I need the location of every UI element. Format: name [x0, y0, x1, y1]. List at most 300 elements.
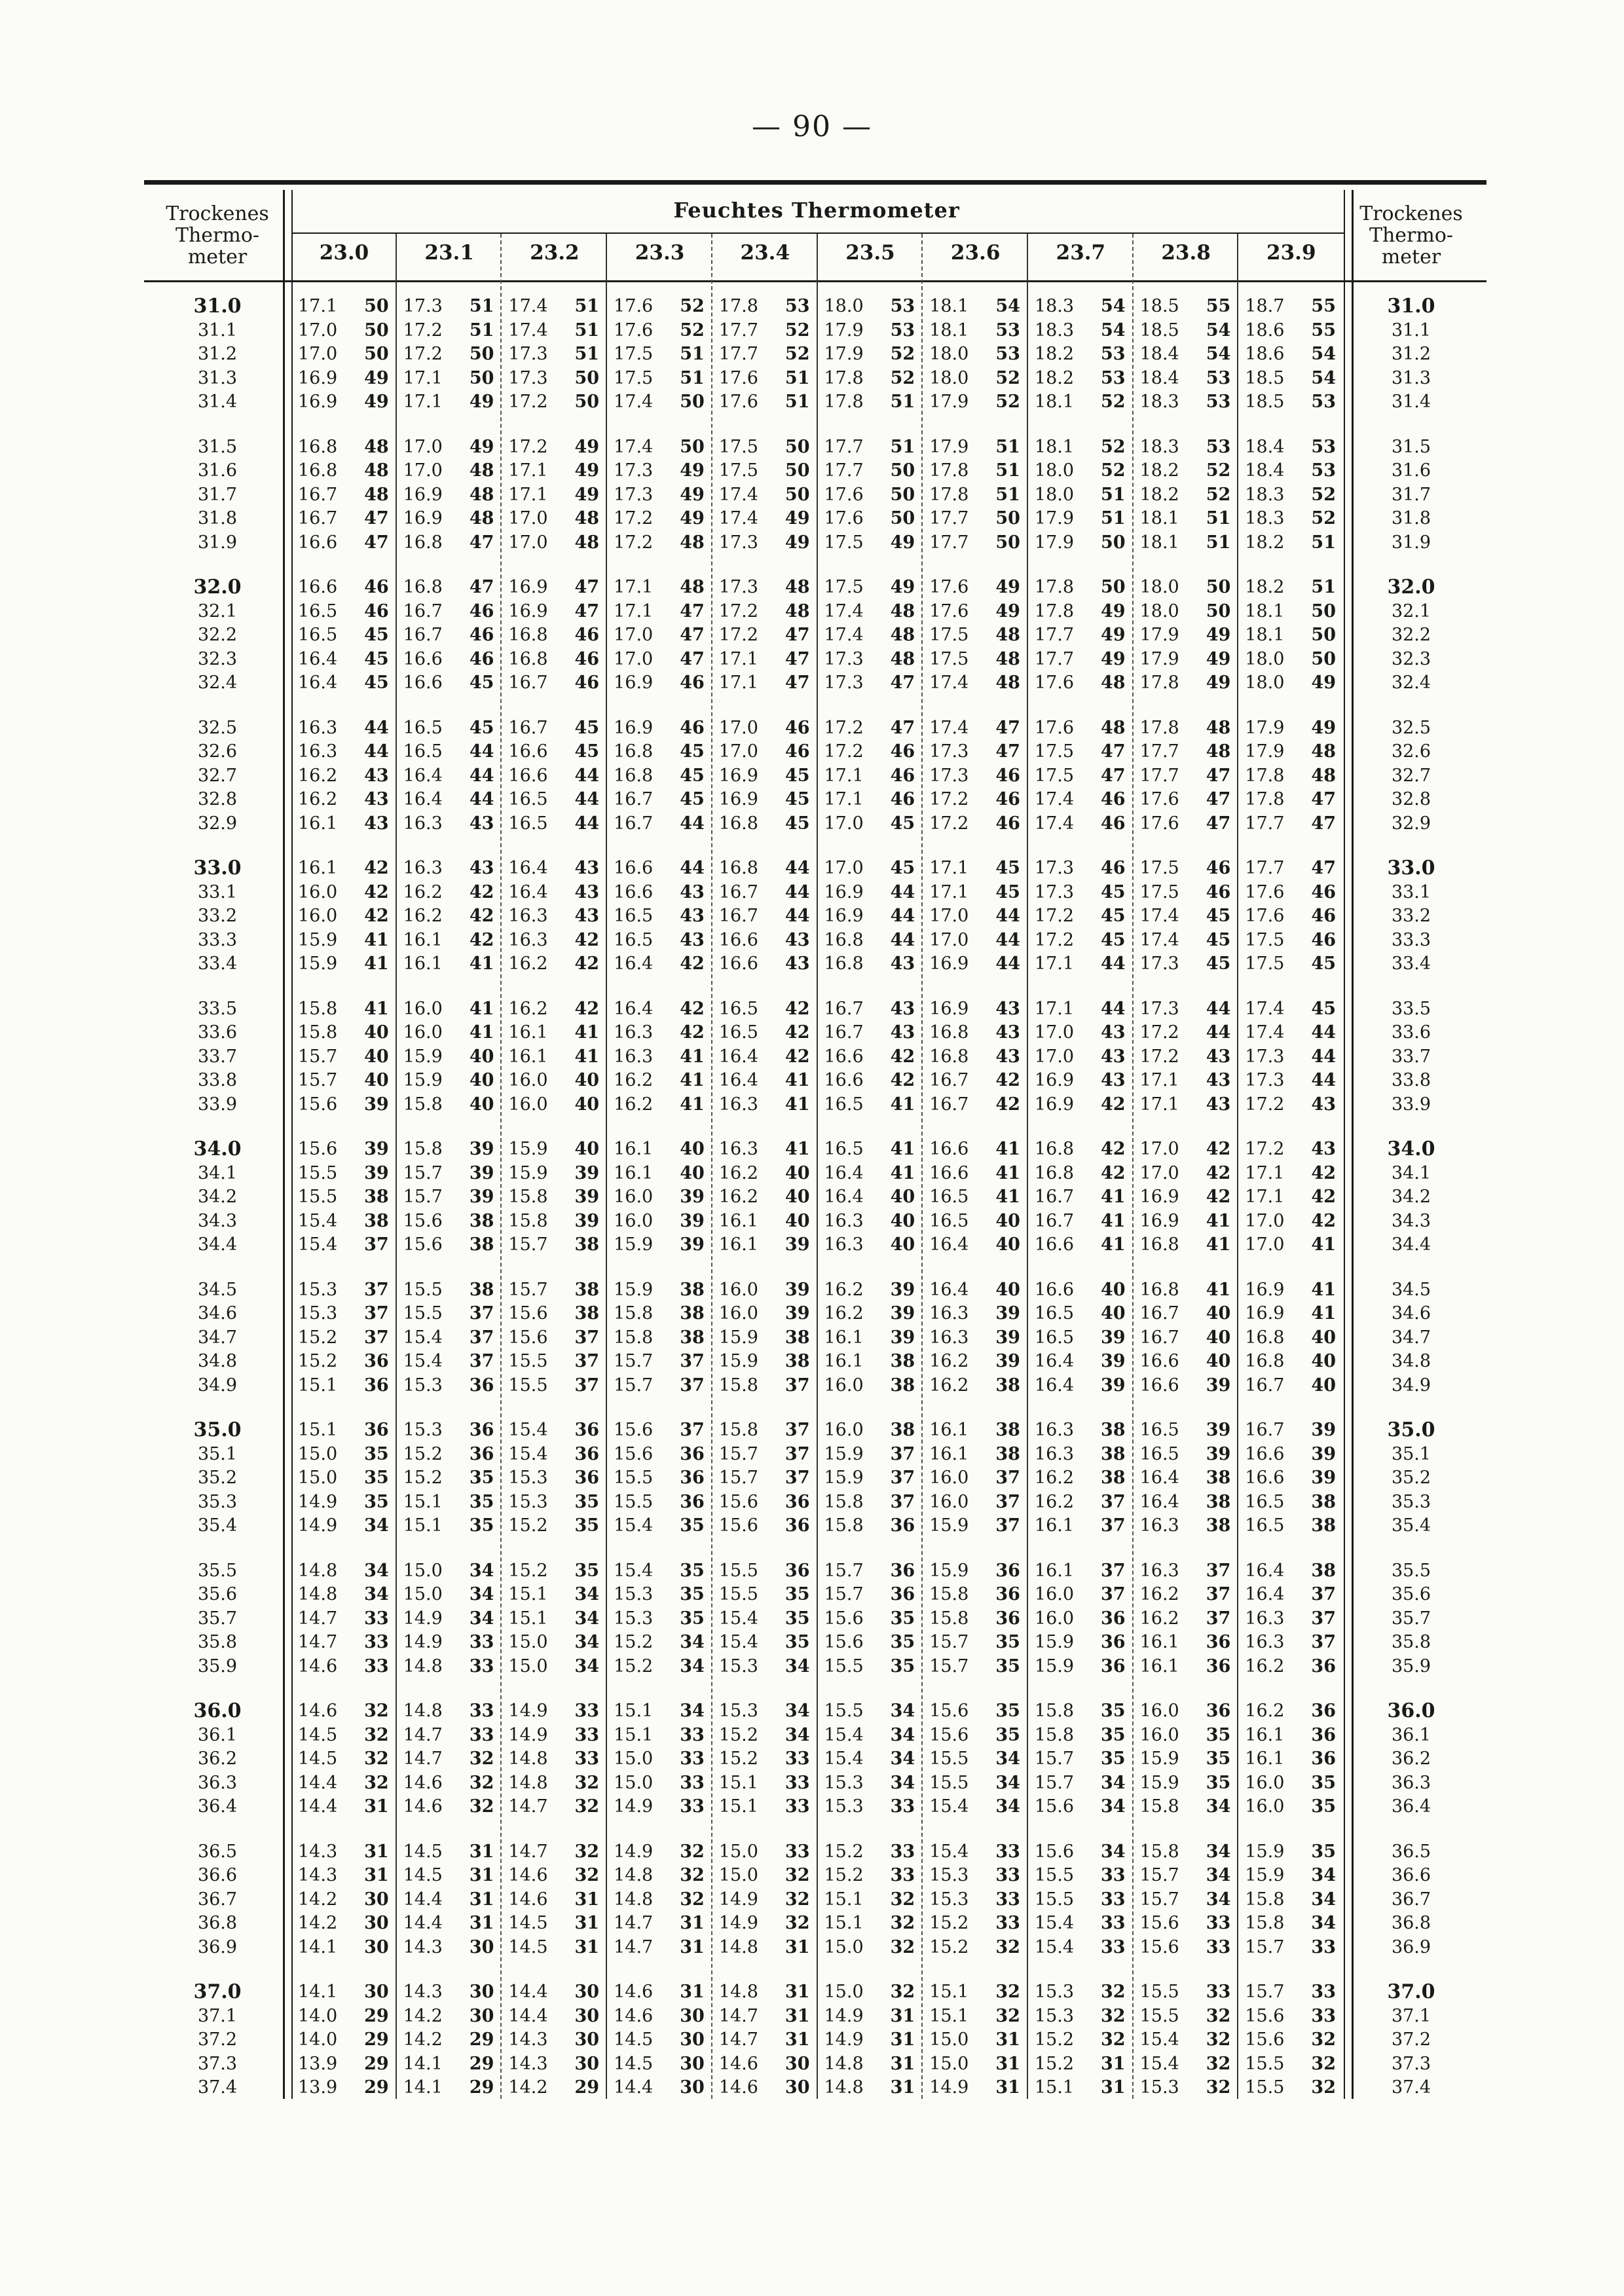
dew-point-value: 17.3 [824, 648, 864, 669]
humidity-value: 36 [574, 1468, 600, 1488]
dew-point-value: 17.6 [824, 484, 864, 505]
dew-point-value: 17.0 [718, 717, 758, 738]
dew-point-value: 14.5 [403, 1865, 443, 1885]
dew-point-value: 15.5 [614, 1491, 654, 1512]
humidity-value: 51 [784, 392, 810, 412]
dew-point-value: 16.9 [298, 392, 338, 412]
dew-point-value: 17.4 [718, 508, 758, 528]
dry-temp-left: 36.6 [197, 1865, 238, 1885]
dew-point-value: 17.0 [824, 813, 864, 834]
humidity-value: 51 [890, 436, 915, 457]
dew-point-value: 16.2 [614, 1070, 654, 1090]
humidity-value: 45 [784, 765, 810, 786]
humidity-value: 33 [784, 1749, 810, 1769]
dew-point-value: 16.4 [718, 1070, 758, 1090]
dew-point-value: 18.1 [929, 296, 969, 316]
dew-point-value: 17.0 [929, 929, 969, 950]
dew-point-value: 16.9 [508, 601, 548, 621]
humidity-value: 39 [784, 1279, 810, 1300]
dew-point-value: 15.4 [1034, 1936, 1075, 1957]
dew-point-value: 16.5 [614, 906, 654, 926]
dew-point-value: 15.9 [929, 1560, 969, 1581]
dew-point-value: 16.6 [614, 881, 654, 902]
dry-temp-right: 33.5 [1391, 998, 1431, 1019]
humidity-value: 36 [995, 1560, 1020, 1581]
humidity-value: 38 [890, 1375, 915, 1396]
dew-point-value: 17.7 [1245, 813, 1285, 834]
humidity-value: 34 [1311, 1913, 1336, 1933]
humidity-value: 43 [890, 998, 915, 1019]
humidity-value: 46 [1101, 813, 1126, 834]
dew-point-value: 17.5 [824, 577, 864, 597]
dew-point-value: 15.3 [929, 1889, 969, 1910]
humidity-value: 39 [1206, 1443, 1231, 1464]
dew-point-value: 15.7 [1139, 1889, 1179, 1910]
dew-point-value: 17.4 [508, 320, 548, 341]
dew-point-value: 16.4 [824, 1162, 864, 1183]
humidity-value: 41 [1101, 1187, 1126, 1207]
humidity-value: 48 [1311, 741, 1336, 762]
dew-point-value: 15.0 [614, 1749, 654, 1769]
humidity-value: 36 [1206, 1701, 1231, 1721]
dry-temp-left: 35.7 [197, 1608, 238, 1629]
dry-temp-right: 36.9 [1391, 1936, 1431, 1957]
dew-point-value: 18.0 [929, 344, 969, 364]
humidity-value: 45 [574, 717, 600, 738]
dew-point-value: 16.3 [508, 906, 548, 926]
dew-point-value: 13.9 [298, 2077, 338, 2098]
dew-point-value: 15.3 [403, 1420, 443, 1440]
dew-point-value: 17.9 [824, 320, 864, 341]
dew-point-value: 16.6 [403, 648, 443, 669]
dew-point-value: 14.9 [614, 1796, 654, 1817]
humidity-value: 35 [680, 1584, 705, 1604]
humidity-value: 32 [784, 1913, 810, 1933]
humidity-value: 31 [364, 1841, 389, 1862]
humidity-value: 42 [1206, 1139, 1231, 1159]
dew-point-value: 16.1 [403, 954, 443, 974]
humidity-value: 45 [784, 813, 810, 834]
dew-point-value: 15.8 [1245, 1889, 1285, 1910]
dry-temp-right: 37.2 [1391, 2029, 1431, 2050]
dew-point-value: 17.6 [614, 320, 654, 341]
dew-point-value: 15.2 [298, 1327, 338, 1348]
humidity-value: 48 [1206, 741, 1231, 762]
dew-point-value: 15.3 [614, 1608, 654, 1629]
dew-point-value: 16.0 [824, 1420, 864, 1440]
dew-point-value: 16.6 [508, 765, 548, 786]
humidity-value: 33 [469, 1724, 494, 1745]
humidity-value: 38 [1101, 1420, 1126, 1440]
humidity-value: 35 [995, 1656, 1020, 1676]
humidity-value: 37 [1101, 1560, 1126, 1581]
dew-point-value: 17.6 [824, 508, 864, 528]
humidity-value: 47 [680, 601, 705, 621]
humidity-value: 39 [364, 1139, 389, 1159]
dew-point-value: 16.1 [929, 1420, 969, 1440]
header-line: Trockenes [1359, 202, 1463, 225]
dew-point-value: 16.0 [614, 1210, 654, 1231]
humidity-value: 33 [1101, 1936, 1126, 1957]
humidity-value: 31 [364, 1796, 389, 1817]
header-line: Trockenes [166, 202, 269, 225]
dew-point-value: 14.4 [403, 1889, 443, 1910]
dew-point-value: 16.2 [1034, 1468, 1075, 1488]
dew-point-value: 17.3 [1034, 881, 1075, 902]
humidity-value: 32 [1311, 2053, 1336, 2074]
humidity-value: 32 [1206, 2029, 1231, 2050]
dew-point-value: 18.1 [1245, 625, 1285, 645]
dry-temp-left: 31.3 [197, 367, 238, 388]
humidity-value: 35 [680, 1608, 705, 1629]
humidity-value: 52 [995, 392, 1020, 412]
humidity-value: 45 [890, 813, 915, 834]
humidity-value: 36 [469, 1420, 494, 1440]
humidity-value: 35 [680, 1515, 705, 1536]
humidity-value: 32 [574, 1865, 600, 1885]
dew-point-value: 15.3 [1139, 2077, 1179, 2098]
humidity-value: 49 [890, 577, 915, 597]
humidity-value: 33 [680, 1749, 705, 1769]
dry-temp-left: 34.7 [197, 1327, 238, 1348]
humidity-value: 43 [995, 998, 1020, 1019]
humidity-value: 30 [680, 2005, 705, 2026]
dew-point-value: 14.8 [614, 1865, 654, 1885]
dew-point-value: 15.1 [824, 1913, 864, 1933]
humidity-value: 45 [784, 789, 810, 809]
humidity-value: 44 [890, 881, 915, 902]
humidity-value: 45 [1206, 906, 1231, 926]
humidity-value: 37 [1101, 1491, 1126, 1512]
dew-point-value: 17.2 [1034, 906, 1075, 926]
humidity-value: 46 [469, 625, 494, 645]
humidity-value: 44 [1206, 998, 1231, 1019]
humidity-value: 34 [1101, 1841, 1126, 1862]
dew-point-value: 15.7 [929, 1632, 969, 1652]
dew-point-value: 16.6 [718, 954, 758, 974]
dew-point-value: 15.7 [403, 1187, 443, 1207]
humidity-value: 51 [574, 320, 600, 341]
humidity-value: 42 [574, 929, 600, 950]
dew-point-value: 17.8 [1245, 765, 1285, 786]
dew-point-value: 14.7 [403, 1724, 443, 1745]
humidity-value: 43 [364, 765, 389, 786]
dew-point-value: 16.9 [824, 881, 864, 902]
dry-temp-right: 36.0 [1387, 1699, 1435, 1722]
humidity-value: 45 [1101, 929, 1126, 950]
humidity-value: 43 [784, 954, 810, 974]
dew-point-value: 15.5 [508, 1375, 548, 1396]
dry-temp-right: 35.9 [1391, 1656, 1431, 1676]
dew-point-value: 18.6 [1245, 320, 1285, 341]
humidity-value: 38 [680, 1327, 705, 1348]
humidity-value: 44 [469, 789, 494, 809]
humidity-value: 41 [784, 1094, 810, 1115]
dew-point-value: 17.0 [298, 344, 338, 364]
dry-temp-right: 36.1 [1391, 1724, 1431, 1745]
dew-point-value: 14.2 [403, 2029, 443, 2050]
dry-temp-left: 35.4 [197, 1515, 238, 1536]
humidity-value: 33 [364, 1608, 389, 1629]
humidity-value: 40 [890, 1187, 915, 1207]
dew-point-value: 16.4 [824, 1187, 864, 1207]
humidity-value: 38 [364, 1187, 389, 1207]
humidity-value: 38 [995, 1443, 1020, 1464]
dry-temp-left: 35.1 [197, 1443, 238, 1464]
dew-point-value: 14.7 [718, 2005, 758, 2026]
dry-temp-left: 33.3 [197, 929, 238, 950]
humidity-value: 45 [469, 717, 494, 738]
dew-point-value: 18.6 [1245, 344, 1285, 364]
humidity-value: 42 [680, 954, 705, 974]
humidity-value: 44 [890, 929, 915, 950]
dew-point-value: 14.6 [298, 1656, 338, 1676]
humidity-value: 37 [890, 1468, 915, 1488]
humidity-value: 49 [364, 392, 389, 412]
dew-point-value: 17.0 [1034, 1022, 1075, 1043]
dew-point-value: 14.4 [298, 1796, 338, 1817]
dry-temp-left: 32.6 [197, 741, 238, 762]
dew-point-value: 16.8 [1034, 1139, 1075, 1159]
wet-column-header: 23.1 [424, 241, 474, 265]
dew-point-value: 16.3 [929, 1303, 969, 1324]
humidity-value: 46 [574, 673, 600, 693]
dry-temp-right: 32.4 [1391, 673, 1431, 693]
humidity-value: 32 [680, 1889, 705, 1910]
dew-point-value: 17.7 [929, 532, 969, 553]
dry-temp-left: 35.5 [197, 1560, 238, 1581]
dew-point-value: 15.9 [298, 929, 338, 950]
dew-point-value: 15.4 [1139, 2053, 1179, 2074]
dew-point-value: 17.8 [824, 392, 864, 412]
dew-point-value: 16.9 [1245, 1279, 1285, 1300]
humidity-value: 54 [1101, 320, 1126, 341]
humidity-value: 45 [1101, 906, 1126, 926]
dew-point-value: 17.7 [1245, 858, 1285, 878]
humidity-value: 31 [890, 2053, 915, 2074]
dew-point-value: 17.7 [718, 344, 758, 364]
dew-point-value: 15.1 [508, 1608, 548, 1629]
humidity-value: 36 [995, 1584, 1020, 1604]
dew-point-value: 15.3 [508, 1491, 548, 1512]
dew-point-value: 16.7 [403, 625, 443, 645]
humidity-value: 32 [574, 1796, 600, 1817]
dew-point-value: 16.1 [1245, 1724, 1285, 1745]
dew-point-value: 16.4 [718, 1046, 758, 1067]
humidity-value: 53 [1206, 392, 1231, 412]
dew-point-value: 17.6 [1139, 789, 1179, 809]
humidity-value: 34 [364, 1560, 389, 1581]
humidity-value: 36 [784, 1515, 810, 1536]
dew-point-value: 17.9 [1139, 625, 1179, 645]
humidity-value: 30 [469, 2005, 494, 2026]
dew-point-value: 16.0 [298, 881, 338, 902]
humidity-value: 40 [1206, 1327, 1231, 1348]
dew-point-value: 18.1 [1139, 532, 1179, 553]
humidity-value: 39 [995, 1327, 1020, 1348]
dew-point-value: 16.5 [929, 1210, 969, 1231]
humidity-value: 38 [995, 1375, 1020, 1396]
dry-temp-left: 32.8 [197, 789, 238, 809]
dry-temp-left: 31.6 [197, 460, 238, 481]
dew-point-value: 16.0 [298, 906, 338, 926]
dew-point-value: 17.2 [718, 601, 758, 621]
dew-point-value: 14.3 [403, 1982, 443, 2002]
humidity-value: 49 [1206, 625, 1231, 645]
humidity-value: 43 [574, 881, 600, 902]
humidity-value: 40 [995, 1234, 1020, 1255]
dew-point-value: 16.6 [1034, 1279, 1075, 1300]
dew-point-value: 16.2 [929, 1375, 969, 1396]
dew-point-value: 15.9 [929, 1515, 969, 1536]
humidity-value: 31 [784, 2029, 810, 2050]
dew-point-value: 14.8 [508, 1749, 548, 1769]
dry-temp-left: 31.2 [197, 344, 238, 364]
dew-point-value: 15.6 [1245, 2005, 1285, 2026]
dew-point-value: 15.2 [929, 1913, 969, 1933]
humidity-value: 40 [680, 1139, 705, 1159]
humidity-value: 42 [1101, 1139, 1126, 1159]
humidity-value: 37 [1311, 1608, 1336, 1629]
humidity-value: 41 [1311, 1279, 1336, 1300]
humidity-value: 49 [995, 601, 1020, 621]
dew-point-value: 17.8 [1139, 673, 1179, 693]
dew-point-value: 18.0 [824, 296, 864, 316]
humidity-value: 32 [364, 1724, 389, 1745]
dew-point-value: 16.1 [718, 1234, 758, 1255]
dew-point-value: 16.6 [1139, 1375, 1179, 1396]
dew-point-value: 16.5 [1034, 1327, 1075, 1348]
dew-point-value: 15.7 [718, 1443, 758, 1464]
dew-point-value: 16.9 [508, 577, 548, 597]
dew-point-value: 15.9 [718, 1351, 758, 1371]
humidity-value: 46 [680, 673, 705, 693]
humidity-value: 49 [1311, 673, 1336, 693]
dew-point-value: 15.5 [298, 1187, 338, 1207]
humidity-value: 30 [574, 2053, 600, 2074]
humidity-value: 29 [574, 2077, 600, 2098]
dew-point-value: 18.0 [1139, 601, 1179, 621]
humidity-value: 35 [364, 1491, 389, 1512]
dry-temp-left: 33.2 [197, 906, 238, 926]
dew-point-value: 15.8 [403, 1094, 443, 1115]
dew-point-value: 15.8 [824, 1491, 864, 1512]
humidity-value: 40 [574, 1070, 600, 1090]
humidity-value: 52 [890, 344, 915, 364]
dew-point-value: 17.5 [929, 648, 969, 669]
dew-point-value: 15.6 [298, 1094, 338, 1115]
humidity-value: 45 [364, 625, 389, 645]
humidity-value: 39 [1311, 1468, 1336, 1488]
dry-temp-right: 32.0 [1387, 576, 1435, 599]
dew-point-value: 14.8 [718, 1936, 758, 1957]
humidity-value: 46 [469, 648, 494, 669]
dew-point-value: 14.3 [298, 1865, 338, 1885]
dew-point-value: 17.0 [508, 508, 548, 528]
dew-point-value: 17.7 [929, 508, 969, 528]
dry-thermometer-header-right [1346, 203, 1477, 268]
dew-point-value: 15.4 [824, 1724, 864, 1745]
humidity-value: 34 [995, 1749, 1020, 1769]
dew-point-value: 15.6 [824, 1608, 864, 1629]
humidity-value: 31 [469, 1889, 494, 1910]
humidity-value: 32 [680, 1865, 705, 1885]
dew-point-value: 16.9 [298, 367, 338, 388]
dew-point-value: 16.1 [614, 1139, 654, 1159]
dry-temp-left: 34.4 [197, 1234, 238, 1255]
dew-point-value: 16.2 [824, 1303, 864, 1324]
humidity-value: 51 [890, 392, 915, 412]
humidity-value: 39 [469, 1187, 494, 1207]
humidity-value: 38 [890, 1351, 915, 1371]
humidity-value: 41 [1311, 1234, 1336, 1255]
dew-point-value: 15.5 [508, 1351, 548, 1371]
humidity-value: 47 [784, 673, 810, 693]
dew-point-value: 14.6 [298, 1701, 338, 1721]
dew-point-value: 17.6 [718, 367, 758, 388]
humidity-value: 38 [469, 1279, 494, 1300]
humidity-value: 42 [1311, 1162, 1336, 1183]
humidity-value: 30 [574, 2029, 600, 2050]
dew-point-value: 15.9 [298, 954, 338, 974]
dew-point-value: 17.6 [929, 601, 969, 621]
humidity-value: 32 [890, 1889, 915, 1910]
dry-temp-left: 34.2 [197, 1187, 238, 1207]
dew-point-value: 15.0 [508, 1656, 548, 1676]
dew-point-value: 16.5 [1245, 1515, 1285, 1536]
dew-point-value: 16.2 [929, 1351, 969, 1371]
humidity-value: 41 [364, 998, 389, 1019]
humidity-value: 46 [680, 717, 705, 738]
humidity-value: 37 [1311, 1632, 1336, 1652]
humidity-value: 41 [1206, 1234, 1231, 1255]
humidity-value: 31 [890, 2077, 915, 2098]
humidity-value: 43 [469, 858, 494, 878]
humidity-value: 32 [1311, 2029, 1336, 2050]
dew-point-value: 16.5 [1034, 1303, 1075, 1324]
dew-point-value: 15.5 [403, 1279, 443, 1300]
humidity-value: 33 [1311, 1936, 1336, 1957]
humidity-value: 36 [364, 1351, 389, 1371]
dew-point-value: 14.1 [403, 2077, 443, 2098]
dew-point-value: 17.8 [824, 367, 864, 388]
humidity-value: 41 [680, 1070, 705, 1090]
dew-point-value: 18.0 [929, 367, 969, 388]
humidity-value: 34 [890, 1724, 915, 1745]
dew-point-value: 17.1 [614, 601, 654, 621]
humidity-value: 30 [680, 2029, 705, 2050]
dew-point-value: 17.1 [824, 789, 864, 809]
dew-point-value: 15.7 [614, 1375, 654, 1396]
humidity-value: 45 [680, 741, 705, 762]
humidity-value: 36 [364, 1375, 389, 1396]
humidity-value: 38 [1101, 1468, 1126, 1488]
dew-point-value: 18.0 [1139, 577, 1179, 597]
dew-point-value: 15.7 [824, 1584, 864, 1604]
dew-point-value: 17.1 [403, 367, 443, 388]
dew-point-value: 15.6 [403, 1234, 443, 1255]
dry-temp-right: 31.9 [1391, 532, 1431, 553]
dry-temp-left: 36.8 [197, 1913, 238, 1933]
humidity-value: 41 [890, 1139, 915, 1159]
humidity-value: 48 [995, 648, 1020, 669]
dry-temp-left: 37.1 [197, 2005, 238, 2026]
dew-point-value: 15.8 [929, 1608, 969, 1629]
humidity-value: 37 [574, 1327, 600, 1348]
dew-point-value: 17.2 [929, 789, 969, 809]
humidity-value: 50 [784, 436, 810, 457]
humidity-value: 32 [364, 1772, 389, 1793]
